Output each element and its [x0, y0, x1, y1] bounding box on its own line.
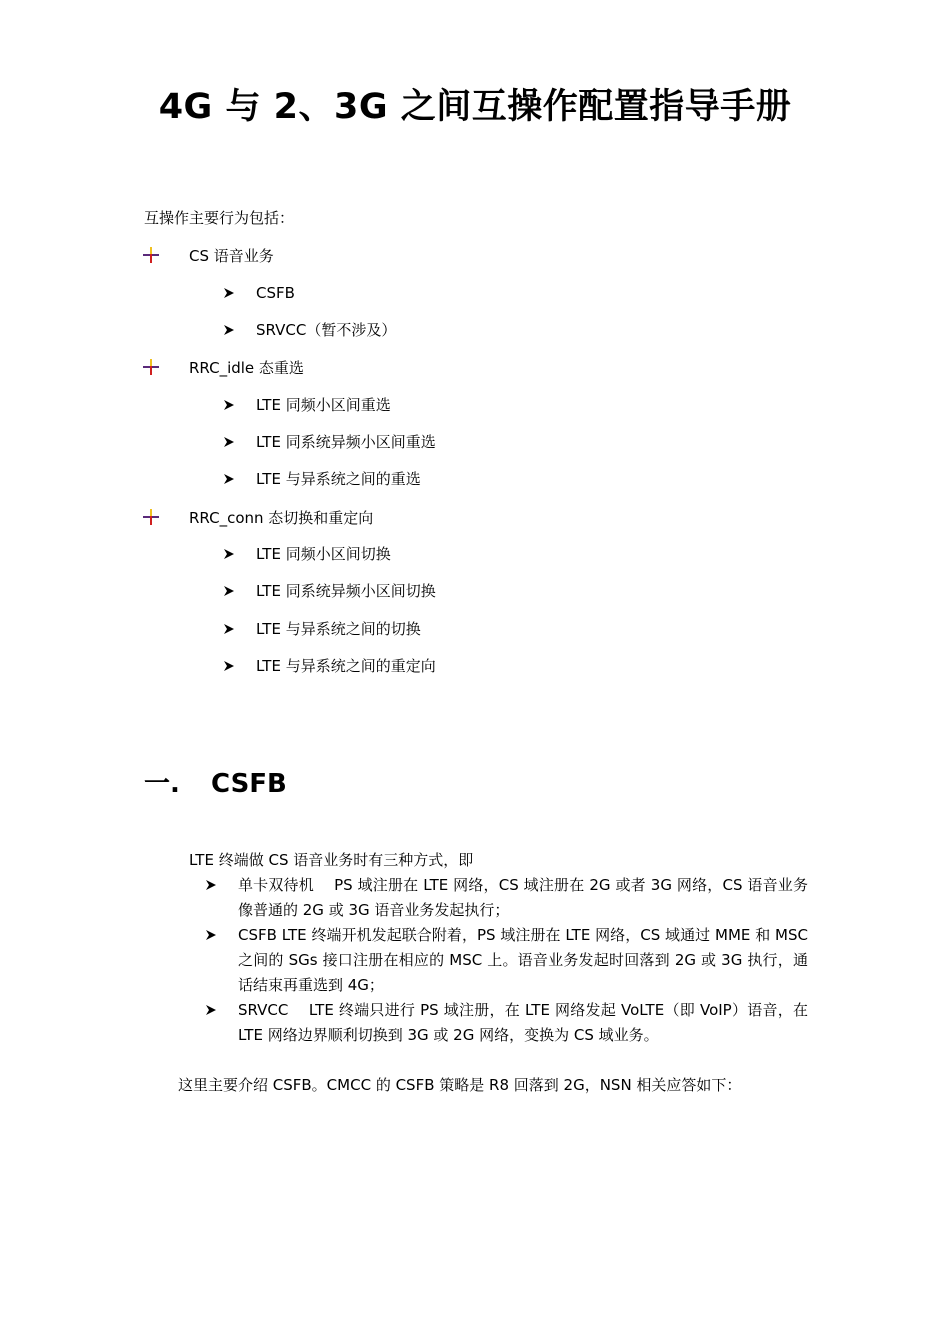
list-item: LTE 与异系统之间的重定向: [256, 657, 436, 675]
arrowhead-bullet-icon: [223, 585, 235, 597]
closing-paragraph: 这里主要介绍 CSFB。CMCC 的 CSFB 策略是 R8 回落到 2G，NSN 相关应答如下：: [178, 1076, 742, 1094]
arrowhead-bullet-icon: [223, 623, 235, 635]
arrowhead-bullet-icon: [223, 399, 235, 411]
list-item: CSFB: [256, 284, 295, 302]
four-point-star-bullet-icon: [143, 247, 159, 263]
arrowhead-bullet-icon: [223, 436, 235, 448]
arrowhead-bullet-icon: [223, 473, 235, 485]
group-label-rrc-conn: RRC_conn 态切换和重定向: [189, 509, 374, 527]
arrowhead-bullet-icon: [223, 287, 235, 299]
arrowhead-bullet-icon: [223, 548, 235, 560]
list-item: SRVCC（暂不涉及）: [256, 321, 397, 339]
section-title: CSFB: [211, 769, 287, 799]
arrowhead-bullet-icon: [205, 879, 217, 891]
group-label-rrc-idle: RRC_idle 态重选: [189, 359, 304, 377]
list-item: LTE 同系统异频小区间重选: [256, 433, 436, 451]
four-point-star-bullet-icon: [143, 359, 159, 375]
arrowhead-bullet-icon: [205, 1004, 217, 1016]
document-title: 4G 与 2、3G 之间互操作配置指导手册: [158, 87, 792, 127]
section-lead-text: LTE 终端做 CS 语音业务时有三种方式，即: [189, 851, 474, 869]
list-item: LTE 同频小区间重选: [256, 396, 391, 414]
list-item: LTE 同频小区间切换: [256, 545, 391, 563]
group-label-cs-voice: CS 语音业务: [189, 247, 274, 265]
arrowhead-bullet-icon: [223, 660, 235, 672]
mode-item-dual-standby: 单卡双待机 PS 域注册在 LTE 网络，CS 域注册在 2G 或者 3G 网络，CS 语音业务像普通的 2G 或 3G 语音业务发起执行；: [238, 876, 808, 919]
section-number: 一.: [144, 769, 180, 799]
four-point-star-bullet-icon: [143, 509, 159, 525]
list-item: LTE 与异系统之间的重选: [256, 470, 421, 488]
mode-item-csfb: CSFB LTE 终端开机发起联合附着，PS 域注册在 LTE 网络，CS 域通过 MME 和 MSC 之间的 SGs 接口注册在相应的 MSC 上。语音业务发起时回落到 2G 或 3G 执行，通话结束再重选到 4G；: [238, 926, 808, 994]
arrowhead-bullet-icon: [223, 324, 235, 336]
intro-text: 互操作主要行为包括：: [144, 209, 295, 227]
list-item: LTE 与异系统之间的切换: [256, 620, 421, 638]
mode-item-srvcc: SRVCC LTE 终端只进行 PS 域注册，在 LTE 网络发起 VoLTE（即 VoIP）语音，在 LTE 网络边界顺利切换到 3G 或 2G 网络，变换为 CS 域业务。: [238, 1001, 808, 1044]
list-item: LTE 同系统异频小区间切换: [256, 582, 436, 600]
arrowhead-bullet-icon: [205, 929, 217, 941]
